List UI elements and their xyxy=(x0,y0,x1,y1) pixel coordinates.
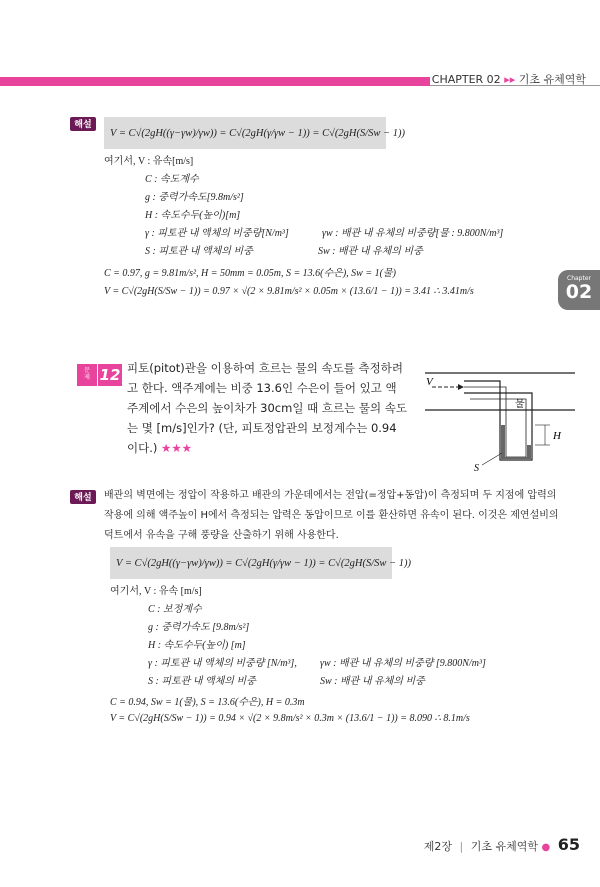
chapter-tab-number: 02 xyxy=(565,281,593,303)
problem-badge xyxy=(77,364,97,386)
def-h: H : 속도수두(높이)[m] xyxy=(145,210,241,221)
def-gamma-w: γw : 배관 내 유체의 비중량 [9.800N/m³] xyxy=(320,658,486,669)
pitot-tube-diagram xyxy=(420,365,580,475)
mercury-left xyxy=(501,425,505,459)
difficulty-stars: ★★★ xyxy=(161,441,192,455)
def-s: S : 피토관 내 액체의 비중 xyxy=(148,676,256,687)
def-sw: Sw : 배관 내 유체의 비중 xyxy=(320,676,425,687)
solution2-calc: V = C√(2gH(S/Sw − 1)) = 0.94 × √(2 × 9.8m/s² × 0.3m × (13.6/1 − 1)) = 8.090 ∴ 8.1m/s xyxy=(110,713,470,724)
page-number: 65 xyxy=(557,835,580,854)
problem-badge-top: 문 xyxy=(84,367,90,374)
running-header-title: 기초 유체역학 xyxy=(518,73,586,86)
diagram-v-label: V xyxy=(426,376,433,388)
solution2-where: 여기서, V : 유속 [m/s] xyxy=(110,586,202,597)
chapter-tab-label: Chapter xyxy=(567,275,591,282)
formula-text: V = C√(2gH((γ−γw)/γw)) = C√(2gH(γ/γw − 1)) = C√(2gH(S/Sw − 1)) xyxy=(110,128,405,139)
def-gamma: γ : 피토관 내 액체의 비중량 [N/m³], xyxy=(148,658,297,669)
formula-text: V = C√(2gH((γ−γw)/γw)) = C√(2gH(γ/γw − 1)) = C√(2gH(S/Sw − 1)) xyxy=(116,558,411,569)
def-g: g : 중력가속도[9.8m/s²] xyxy=(145,192,244,203)
def-h: H : 속도수두(높이) [m] xyxy=(148,640,246,651)
def-sw: Sw : 배관 내 유체의 비중 xyxy=(318,246,423,257)
def-c: C : 속도계수 xyxy=(145,174,199,185)
running-header xyxy=(432,71,586,87)
problem-text: 피토(pitot)관을 이용하여 흐르는 물의 속도를 측정하려고 한다. 액주계에는 비중 13.6인 수은이 들어 있고 액주계에서 수은의 높이차가 30cm일 때 흐르는 물의 속도는 몇 [m/s]인가? (단, 피토정압관의 보정계수는 0.94이다.) xyxy=(127,361,407,455)
def-c: C : 보정계수 xyxy=(148,604,202,615)
diagram-s-label: S xyxy=(474,463,479,474)
solution1-where: 여기서, V : 유속[m/s] xyxy=(104,156,194,167)
page-footer xyxy=(424,835,580,854)
pitot-inner xyxy=(464,387,526,457)
solution-badge: 해설 xyxy=(70,117,96,131)
double-arrow-icon: ▸▸ xyxy=(504,73,516,86)
solution2-given: C = 0.94, Sw = 1(물), S = 13.6(수은), H = 0.3m xyxy=(110,697,305,708)
solution-badge: 해설 xyxy=(70,490,96,504)
footer-chapter: 제2장 xyxy=(423,840,453,853)
footer-separator: | xyxy=(459,840,464,853)
problem-number: 12 xyxy=(99,366,121,384)
mercury-right xyxy=(527,445,531,459)
flow-arrowhead xyxy=(458,384,464,390)
diagram-water-label: 물 xyxy=(515,399,525,410)
solution1-formula xyxy=(104,117,405,149)
footer-title: 기초 유체역학 xyxy=(470,840,538,853)
solution2-paragraph: 배관의 벽면에는 정압이 작용하고 배관의 가운데에서는 전압(=정압+동압)이 측정되며 두 지점에 압력의 작용에 의해 액주높이 H에서 측정되는 압력은 동압이므로 이를 환산하면 유속이 된다. 이것은 제연설비의 덕트에서 유속을 구해 풍량을 산출하기 위해 사용한다. xyxy=(104,490,559,541)
diagram-h-label: H xyxy=(553,430,561,442)
bullet-icon: ● xyxy=(541,842,551,853)
running-header-chapter: CHAPTER 02 xyxy=(431,73,501,86)
solution1-calc: V = C√(2gH(S/Sw − 1)) = 0.97 × √(2 × 9.81m/s² × 0.05m × (13.6/1 − 1)) = 3.41 ∴ 3.41m/s xyxy=(104,286,474,297)
solution2-formula xyxy=(110,547,411,579)
mercury-bottom xyxy=(501,457,531,459)
def-g: g : 중력가속도 [9.8m/s²] xyxy=(148,622,250,633)
problem-text-block xyxy=(127,358,407,458)
solution1-given: C = 0.97, g = 9.81m/s², H = 50mm = 0.05m, S = 13.6(수은), Sw = 1(물) xyxy=(104,268,396,279)
def-gamma-w: γw : 배관 내 유체의 비중량[물 : 9.800N/m³] xyxy=(322,228,504,239)
problem-badge-bottom: 제 xyxy=(84,374,90,381)
def-s: S : 피토관 내 액체의 비중 xyxy=(145,246,253,257)
s-leader xyxy=(482,453,502,465)
header-accent-bar xyxy=(0,77,430,86)
pitot-outer xyxy=(464,381,532,460)
chapter-side-tab xyxy=(558,270,600,310)
def-gamma: γ : 피토관 내 액체의 비중량[N/m³] xyxy=(145,228,289,239)
